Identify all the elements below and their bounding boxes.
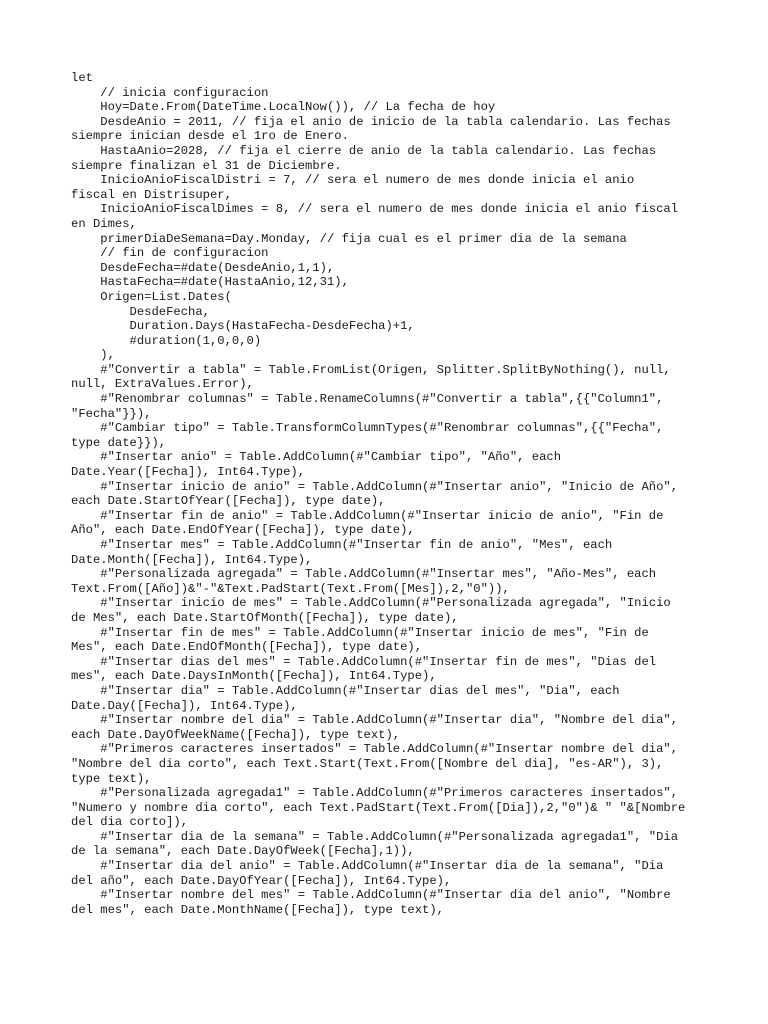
- code-line: Mes", each Date.EndOfMonth([Fecha]), type date),: [71, 640, 423, 655]
- code-line: Text.From([Año])&"-"&Text.PadStart(Text.From([Mes]),2,"0")),: [71, 581, 510, 596]
- code-line: #"Personalizada agregada" = Table.AddColumn(#"Insertar mes", "Año-Mes", each: [71, 567, 657, 582]
- code-line: DesdeFecha,: [71, 304, 210, 319]
- code-line: "Numero y nombre dia corto", each Text.PadStart(Text.From([Dia]),2,"0")& " "&[Nombre: [71, 800, 686, 815]
- code-line: Año", each Date.EndOfYear([Fecha]), type date),: [71, 523, 415, 538]
- code-line: #"Insertar nombre del dia" = Table.AddColumn(#"Insertar dia", "Nombre del dia",: [71, 713, 679, 728]
- code-line: #duration(1,0,0,0): [71, 333, 262, 348]
- code-line: let: [71, 71, 93, 85]
- code-line: #"Insertar dia de la semana" = Table.AddColumn(#"Personalizada agregada1", "Dia: [71, 829, 679, 844]
- code-line: each Date.StartOfYear([Fecha]), type date),: [71, 494, 386, 509]
- code-line: primerDiaDeSemana=Day.Monday, // fija cual es el primer dia de la semana: [71, 231, 627, 246]
- code-line: de Mes", each Date.StartOfMonth([Fecha]), type date),: [71, 610, 459, 625]
- code-line: InicioAnioFiscalDimes = 8, // sera el numero de mes donde inicia el anio fiscal: [71, 202, 679, 217]
- code-line: #"Insertar inicio de anio" = Table.AddColumn(#"Insertar anio", "Inicio de Año",: [71, 479, 679, 494]
- code-line: del mes", each Date.MonthName([Fecha]), type text),: [71, 902, 444, 917]
- code-line: #"Insertar dias del mes" = Table.AddColumn(#"Insertar fin de mes", "Dias del: [71, 654, 657, 669]
- code-line: #"Insertar inicio de mes" = Table.AddColumn(#"Personalizada agregada", "Inicio: [71, 596, 671, 611]
- code-line: del año", each Date.DayOfYear([Fecha]), Int64.Type),: [71, 873, 452, 888]
- code-line: siempre inician desde el 1ro de Enero.: [71, 129, 349, 144]
- code-line: type text),: [71, 771, 152, 786]
- code-line: DesdeAnio = 2011, // fija el anio de inicio de la tabla calendario. Las fechas: [71, 114, 671, 129]
- code-line: ),: [71, 348, 115, 363]
- code-line: #"Personalizada agregada1" = Table.AddColumn(#"Primeros caracteres insertados",: [71, 786, 679, 801]
- code-line: HastaAnio=2028, // fija el cierre de anio de la tabla calendario. Las fechas: [71, 143, 657, 158]
- code-block: [71, 71, 701, 917]
- code-line: mes", each Date.DaysInMonth([Fecha]), Int64.Type),: [71, 669, 437, 684]
- code-line: DesdeFecha=#date(DesdeAnio,1,1),: [71, 260, 335, 275]
- code-line: #"Insertar dia" = Table.AddColumn(#"Insertar dias del mes", "Dia", each: [71, 683, 620, 698]
- code-line: each Date.DayOfWeekName([Fecha]), type text),: [71, 727, 401, 742]
- code-line: #"Insertar fin de mes" = Table.AddColumn(#"Insertar inicio de mes", "Fin de: [71, 625, 649, 640]
- code-line: del dia corto]),: [71, 815, 189, 830]
- code-line: fiscal en Distrisuper,: [71, 187, 232, 202]
- code-line: Date.Month([Fecha]), Int64.Type),: [71, 552, 313, 567]
- code-line: #"Insertar fin de anio" = Table.AddColumn(#"Insertar inicio de anio", "Fin de: [71, 508, 664, 523]
- code-line: #"Renombrar columnas" = Table.RenameColumns(#"Convertir a tabla",{{"Column1",: [71, 392, 664, 407]
- code-line: Date.Day([Fecha]), Int64.Type),: [71, 698, 298, 713]
- code-line: "Fecha"}}),: [71, 406, 152, 421]
- code-line: #"Insertar dia del anio" = Table.AddColumn(#"Insertar dia de la semana", "Dia: [71, 859, 664, 874]
- code-line: de la semana", each Date.DayOfWeek([Fecha],1)),: [71, 844, 415, 859]
- code-line: #"Insertar mes" = Table.AddColumn(#"Insertar fin de anio", "Mes", each: [71, 538, 613, 552]
- code-line: Hoy=Date.From(DateTime.LocalNow()), // La fecha de hoy: [71, 100, 496, 115]
- code-line: #"Primeros caracteres insertados" = Table.AddColumn(#"Insertar nombre del dia",: [71, 742, 679, 757]
- code-line: "Nombre del dia corto", each Text.Start(Text.From([Nombre del dia], "es-AR"), 3),: [71, 756, 664, 771]
- code-line: siempre finalizan el 31 de Diciembre.: [71, 158, 342, 173]
- code-line: Date.Year([Fecha]), Int64.Type),: [71, 465, 306, 480]
- code-line: type date}}),: [71, 435, 167, 450]
- code-line: #"Insertar anio" = Table.AddColumn(#"Cambiar tipo", "Año", each: [71, 450, 562, 465]
- code-line: HastaFecha=#date(HastaAnio,12,31),: [71, 275, 349, 290]
- code-line: Duration.Days(HastaFecha-DesdeFecha)+1,: [71, 319, 415, 334]
- code-line: Origen=List.Dates(: [71, 289, 232, 304]
- code-line: #"Convertir a tabla" = Table.FromList(Origen, Splitter.SplitByNothing(), null,: [71, 362, 671, 377]
- code-line: #"Cambiar tipo" = Table.TransformColumnTypes(#"Renombrar columnas",{{"Fecha",: [71, 421, 664, 436]
- code-line: en Dimes,: [71, 216, 137, 231]
- code-line: InicioAnioFiscalDistri = 7, // sera el numero de mes donde inicia el anio: [71, 173, 635, 188]
- code-line: null, ExtraValues.Error),: [71, 377, 254, 392]
- code-line: // inicia configuracion: [71, 85, 269, 100]
- code-line: #"Insertar nombre del mes" = Table.AddColumn(#"Insertar dia del anio", "Nombre: [71, 888, 671, 903]
- code-line: // fin de configuracion: [71, 246, 269, 261]
